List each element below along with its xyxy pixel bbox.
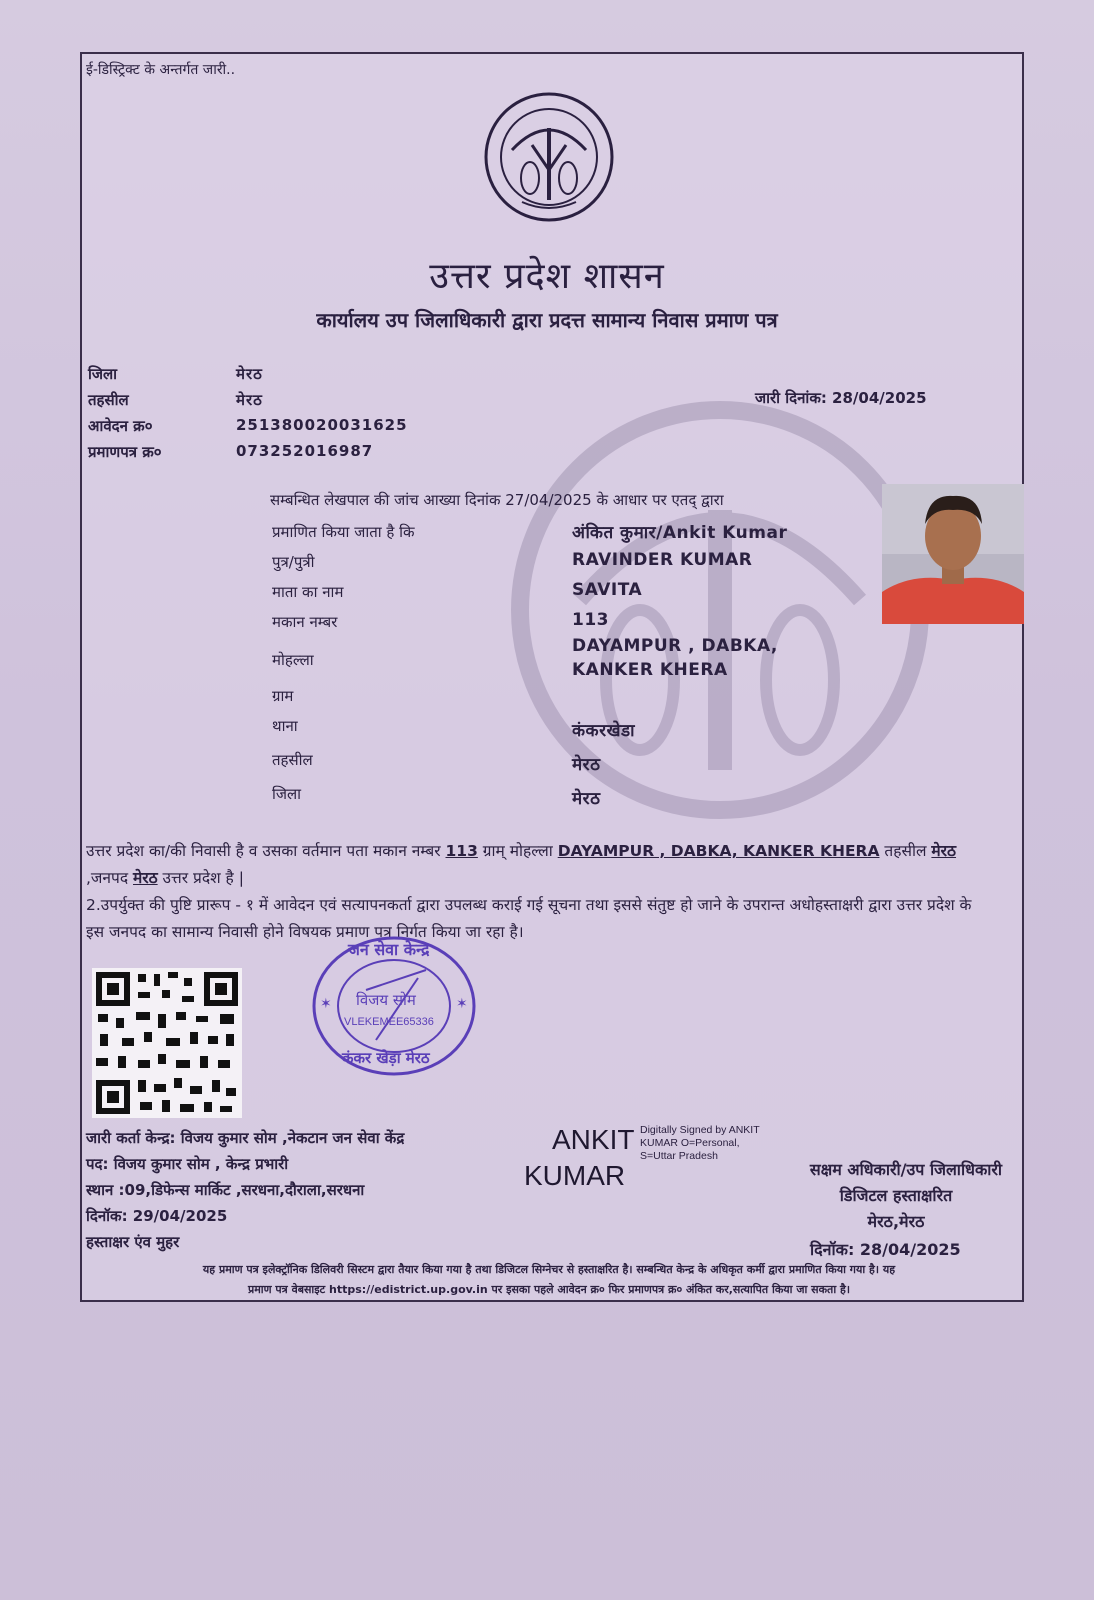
applicant-name: अंकित कुमार/Ankit Kumar xyxy=(572,523,788,543)
up-government-emblem xyxy=(482,90,616,228)
issuer-sign-label: हस्ताक्षर एंव मुहर xyxy=(86,1233,180,1251)
issuer-place: स्थान :09,डिफेन्स मार्किट ,सरधना,दौराला,सरधना xyxy=(86,1181,365,1199)
locality-value-line1: DAYAMPUR , DABKA, xyxy=(572,636,778,656)
issuing-centre: जारी कर्ता केन्द्र: विजय कुमार सोम ,नेकटान जन सेवा केंद्र xyxy=(86,1129,405,1147)
detail-tehsil-value: मेरठ xyxy=(572,755,601,775)
detail-district-label: जिला xyxy=(272,785,302,803)
footer-line-2: प्रमाण पत्र वेबसाइट https://edistrict.up.gov.in पर इसका पहले आवेदन क्र० फिर प्रमाणपत्र क्र० अंकित कर,सत्यापित किया जा सकता है। xyxy=(247,1283,851,1296)
issuer-date: दिनॉक: 29/04/2025 xyxy=(86,1207,228,1225)
issuer-post: पद: विजय कुमार सोम , केन्द्र प्रभारी xyxy=(86,1155,289,1173)
certificate-no-value: 073252016987 xyxy=(236,442,374,460)
signature-line-3: S=Uttar Pradesh xyxy=(640,1150,718,1162)
statement-text-b: ग्राम् मोहल्ला xyxy=(477,842,558,860)
statement-locality: DAYAMPUR , DABKA, KANKER KHERA xyxy=(557,842,880,860)
district-label: जिला xyxy=(88,365,118,383)
district-value: मेरठ xyxy=(236,365,263,383)
authority-title: सक्षम अधिकारी/उप जिलाधिकारी xyxy=(809,1160,1003,1179)
locality-value-line2: KANKER KHERA xyxy=(572,660,728,680)
authority-place: मेरठ,मेरठ xyxy=(867,1212,925,1231)
footer-line-1: यह प्रमाण पत्र इलेक्ट्रॉनिक डिलिवरी सिस्टम द्वारा तैयार किया गया है तथा डिजिटल सिग्नेचर से हस्ताक्षरित है। सम्बन्धित केन्द्र के अधिकृत कर्मी द्वारा प्रमाणित किया गया है। यह xyxy=(202,1263,896,1276)
detail-tehsil-label: तहसील xyxy=(272,751,313,769)
confirmation-statement: 2.उपर्युक्त की पुष्टि प्रारूप - १ में आवेदन एवं सत्यापनकर्ता द्वारा उपलब्ध कराई गई सूचना तथा इससे संतुष्ट हो जाने के उपरान्त अधोहस्ताक्षरी द्वारा उत्तर प्रदेश के इस जनपद का सामान्य निवासी होने विषयक प्रमाण पत्र निर्गत किया जा रहा है। xyxy=(86,896,972,941)
mother-label: माता का नाम xyxy=(272,583,344,601)
signer-last-name: KUMAR xyxy=(524,1160,626,1191)
certificate-title: उत्तर प्रदेश शासन xyxy=(429,256,665,297)
authority-sign: डिजिटल हस्ताक्षरित xyxy=(839,1186,953,1205)
seal-bottom-text: कंकर खेड़ा मेरठ xyxy=(342,1049,430,1067)
issue-date: जारी दिनांक: 28/04/2025 xyxy=(755,389,927,407)
certificate-no-label: प्रमाणपत्र क्र० xyxy=(88,443,162,461)
statement-text-c: तहसील xyxy=(879,842,932,860)
signer-first-name: ANKIT xyxy=(552,1124,635,1155)
verification-qr-code[interactable] xyxy=(92,968,242,1118)
village-label: ग्राम xyxy=(272,687,294,705)
seal-top-text: जन सेवा केन्द्र xyxy=(348,940,430,959)
seal-middle-text: विजय सोम xyxy=(356,991,416,1009)
detail-district-value: मेरठ xyxy=(572,789,601,809)
locality-label: मोहल्ला xyxy=(272,651,314,669)
verification-intro: सम्बन्धित लेखपाल की जांच आख्या दिनांक 27/04/2025 के आधार पर एतद् द्वारा xyxy=(270,491,724,509)
statement-tehsil: मेरठ xyxy=(931,842,957,860)
svg-text:✶: ✶ xyxy=(320,996,332,1012)
parent-name: RAVINDER KUMAR xyxy=(572,550,753,570)
house-no-value: 113 xyxy=(572,610,609,630)
police-station-value: कंकरखेडा xyxy=(572,721,635,741)
certificate-subtitle: कार्यालय उप जिलाधिकारी द्वारा प्रदत्त सामान्य निवास प्रमाण पत्र xyxy=(316,308,778,332)
digital-signature-details xyxy=(640,1124,760,1163)
header-note: ई-डिस्ट्रिक्ट के अन्तर्गत जारी.. xyxy=(86,62,236,78)
statement-text-e: उत्तर प्रदेश है | xyxy=(157,869,244,887)
certified-label: प्रमाणित किया जाता है कि xyxy=(272,523,415,541)
signature-line-1: Digitally Signed by ANKIT xyxy=(640,1124,760,1136)
statement-text-a: उत्तर प्रदेश का/की निवासी है व उसका वर्तमान पता मकान नम्बर xyxy=(86,842,446,860)
svg-text:✶: ✶ xyxy=(456,996,468,1012)
tehsil-label: तहसील xyxy=(88,391,129,409)
residence-statement xyxy=(86,838,986,892)
application-no-label: आवेदन क्र० xyxy=(88,417,153,435)
house-no-label: मकान नम्बर xyxy=(272,613,338,631)
seal-id-text: VLEKEMEE65336 xyxy=(344,1016,434,1028)
mother-name: SAVITA xyxy=(572,580,643,600)
parent-label: पुत्र/पुत्री xyxy=(272,553,315,571)
signature-line-2: KUMAR O=Personal, xyxy=(640,1137,740,1149)
footer-note xyxy=(84,1260,1014,1300)
statement-text-d: ,जनपद xyxy=(86,869,133,887)
tehsil-value: मेरठ xyxy=(236,391,263,409)
statement-district: मेरठ xyxy=(133,869,158,887)
authority-date: दिनॉक: 28/04/2025 xyxy=(810,1240,961,1259)
police-station-label: थाना xyxy=(272,717,298,735)
applicant-photo xyxy=(882,484,1024,624)
application-no-value: 251380020031625 xyxy=(236,416,408,434)
statement-house-no: 113 xyxy=(445,842,478,860)
digital-signature-name xyxy=(524,1122,634,1194)
